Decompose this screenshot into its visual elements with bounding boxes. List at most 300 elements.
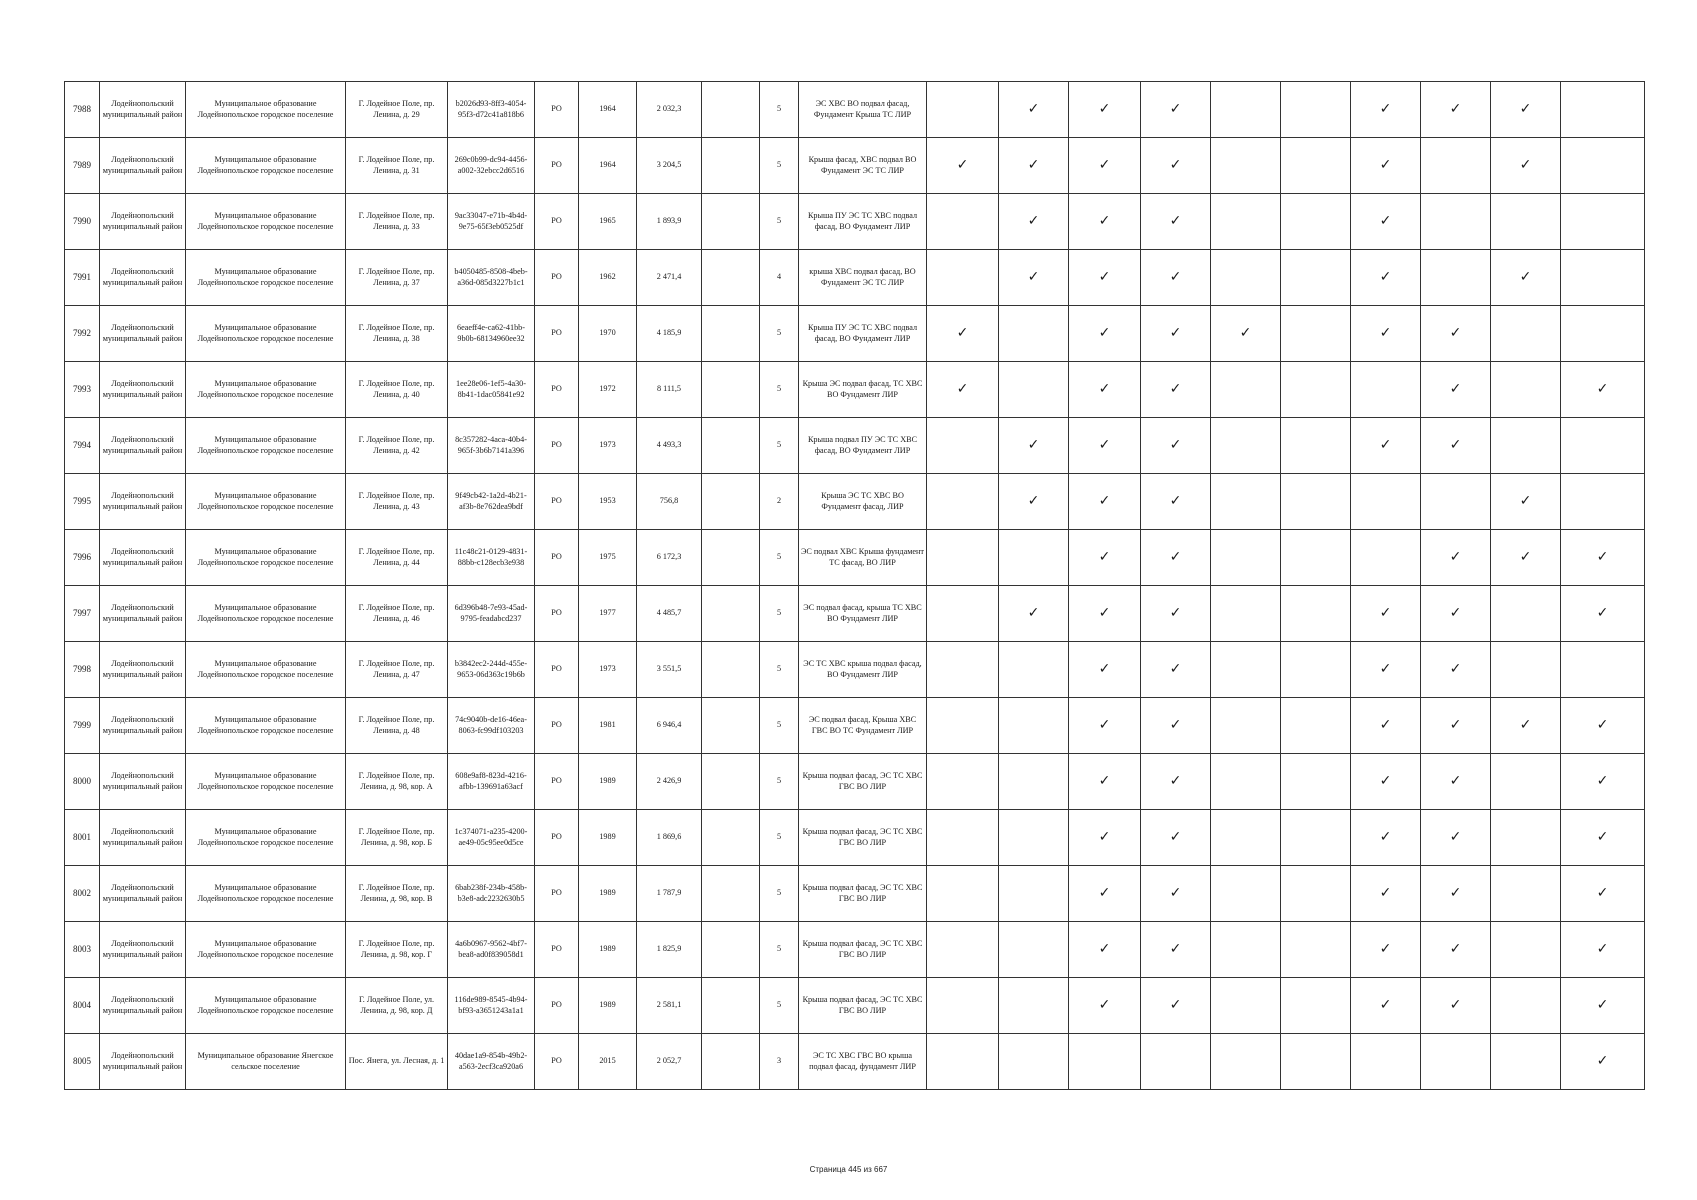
table-row (65, 194, 1645, 250)
work-mark-cell (1141, 1034, 1211, 1090)
work-mark-cell (999, 642, 1069, 698)
check-icon: ✓ (1169, 101, 1182, 118)
work-mark-cell (1069, 866, 1141, 922)
check-icon: ✓ (1519, 493, 1532, 510)
guid-cell: 4a6b0967-9562-4bf7-bea8-ad0f839058d1 (448, 922, 535, 978)
work-mark-cell (1281, 82, 1351, 138)
check-icon: ✓ (1449, 941, 1462, 958)
work-mark-cell (1561, 138, 1645, 194)
check-icon: ✓ (1098, 269, 1111, 286)
municipality-cell: Муниципальное образование Лодейнопольское городское поселение (186, 138, 346, 194)
type-cell: РО (535, 586, 579, 642)
check-icon: ✓ (1169, 605, 1182, 622)
municipality-cell: Муниципальное образование Лодейнопольское городское поселение (186, 530, 346, 586)
area-cell: 6 946,4 (637, 698, 702, 754)
check-icon: ✓ (1169, 717, 1182, 734)
empty-cell (702, 194, 760, 250)
works-cell: Крыша ПУ ЭС ТС ХВС подвал фасад, ВО Фундамент ЛИР (799, 306, 927, 362)
municipality-cell: Муниципальное образование Лодейнопольское городское поселение (186, 698, 346, 754)
row-number-cell: 7995 (65, 474, 100, 530)
area-cell: 1 893,9 (637, 194, 702, 250)
row-number-cell: 8000 (65, 754, 100, 810)
check-icon: ✓ (1449, 381, 1462, 398)
work-mark-cell (1069, 250, 1141, 306)
work-mark-cell (1491, 82, 1561, 138)
work-mark-cell (999, 810, 1069, 866)
table-row (65, 362, 1645, 418)
work-mark-cell (1141, 922, 1211, 978)
table-row (65, 250, 1645, 306)
type-cell: РО (535, 138, 579, 194)
municipality-cell: Муниципальное образование Лодейнопольское городское поселение (186, 754, 346, 810)
work-mark-cell (1069, 754, 1141, 810)
year-cell: 1970 (579, 306, 637, 362)
work-mark-cell (1141, 810, 1211, 866)
empty-cell (702, 642, 760, 698)
work-mark-cell (1561, 530, 1645, 586)
work-mark-cell (1351, 586, 1421, 642)
works-cell: ЭС ТС ХВС ГВС ВО крыша подвал фасад, фундамент ЛИР (799, 1034, 927, 1090)
area-cell: 1 869,6 (637, 810, 702, 866)
work-mark-cell (1491, 754, 1561, 810)
check-icon: ✓ (1169, 437, 1182, 454)
check-icon: ✓ (1449, 717, 1462, 734)
check-icon: ✓ (1169, 941, 1182, 958)
works-cell: ЭС ХВС ВО подвал фасад, Фундамент Крыша ТС ЛИР (799, 82, 927, 138)
check-icon: ✓ (1519, 549, 1532, 566)
work-mark-cell (927, 754, 999, 810)
work-mark-cell (1141, 474, 1211, 530)
check-icon: ✓ (1027, 213, 1040, 230)
empty-cell (702, 474, 760, 530)
district-cell: Лодейнопольский муниципальный район (100, 586, 186, 642)
check-icon: ✓ (1596, 605, 1609, 622)
check-icon: ✓ (1098, 605, 1111, 622)
work-mark-cell (1281, 642, 1351, 698)
works-cell: Крыша подвал фасад, ЭС ТС ХВС ГВС ВО ЛИР (799, 922, 927, 978)
area-cell: 2 471,4 (637, 250, 702, 306)
work-mark-cell (1211, 754, 1281, 810)
floors-cell: 5 (760, 82, 799, 138)
work-mark-cell (1069, 810, 1141, 866)
district-cell: Лодейнопольский муниципальный район (100, 306, 186, 362)
address-cell: Г. Лодейное Поле, пр. Ленина, д. 98, кор. Б (346, 810, 448, 866)
work-mark-cell (1351, 418, 1421, 474)
empty-cell (702, 978, 760, 1034)
municipality-cell: Муниципальное образование Лодейнопольское городское поселение (186, 810, 346, 866)
check-icon: ✓ (1098, 997, 1111, 1014)
work-mark-cell (1069, 922, 1141, 978)
check-icon: ✓ (1098, 213, 1111, 230)
type-cell: РО (535, 698, 579, 754)
work-mark-cell (1069, 474, 1141, 530)
work-mark-cell (1491, 866, 1561, 922)
municipality-cell: Муниципальное образование Лодейнопольское городское поселение (186, 978, 346, 1034)
check-icon: ✓ (1098, 549, 1111, 566)
work-mark-cell (1491, 474, 1561, 530)
municipality-cell: Муниципальное образование Лодейнопольское городское поселение (186, 586, 346, 642)
check-icon: ✓ (1379, 773, 1392, 790)
check-icon: ✓ (1169, 885, 1182, 902)
check-icon: ✓ (1098, 157, 1111, 174)
work-mark-cell (927, 250, 999, 306)
works-cell: Крыша ПУ ЭС ТС ХВС подвал фасад, ВО Фундамент ЛИР (799, 194, 927, 250)
work-mark-cell (999, 250, 1069, 306)
floors-cell: 5 (760, 138, 799, 194)
area-cell: 8 111,5 (637, 362, 702, 418)
works-cell: Крыша подвал фасад, ЭС ТС ХВС ГВС ВО ЛИР (799, 978, 927, 1034)
work-mark-cell (1069, 530, 1141, 586)
area-cell: 1 825,9 (637, 922, 702, 978)
work-mark-cell (999, 418, 1069, 474)
district-cell: Лодейнопольский муниципальный район (100, 866, 186, 922)
work-mark-cell (999, 1034, 1069, 1090)
check-icon: ✓ (1239, 325, 1252, 342)
type-cell: РО (535, 1034, 579, 1090)
works-cell: ЭС подвал ХВС Крыша фундамент ТС фасад, ВО ЛИР (799, 530, 927, 586)
guid-cell: 608e9af8-823d-4216-afbb-139691a63acf (448, 754, 535, 810)
work-mark-cell (1211, 530, 1281, 586)
year-cell: 1964 (579, 138, 637, 194)
check-icon: ✓ (1098, 493, 1111, 510)
empty-cell (702, 362, 760, 418)
check-icon: ✓ (956, 325, 969, 342)
address-cell: Г. Лодейное Поле, пр. Ленина, д. 29 (346, 82, 448, 138)
district-cell: Лодейнопольский муниципальный район (100, 698, 186, 754)
check-icon: ✓ (1596, 885, 1609, 902)
work-mark-cell (1281, 362, 1351, 418)
check-icon: ✓ (1379, 157, 1392, 174)
address-cell: Г. Лодейное Поле, пр. Ленина, д. 48 (346, 698, 448, 754)
check-icon: ✓ (1169, 549, 1182, 566)
work-mark-cell (1211, 306, 1281, 362)
work-mark-cell (1141, 82, 1211, 138)
work-mark-cell (1491, 698, 1561, 754)
work-mark-cell (1421, 810, 1491, 866)
works-cell: Крыша ЭС подвал фасад, ТС ХВС ВО Фундамент ЛИР (799, 362, 927, 418)
work-mark-cell (1561, 418, 1645, 474)
empty-cell (702, 810, 760, 866)
work-mark-cell (999, 474, 1069, 530)
work-mark-cell (999, 138, 1069, 194)
check-icon: ✓ (1379, 213, 1392, 230)
year-cell: 1965 (579, 194, 637, 250)
work-mark-cell (1211, 82, 1281, 138)
year-cell: 1989 (579, 810, 637, 866)
work-mark-cell (1211, 978, 1281, 1034)
work-mark-cell (927, 82, 999, 138)
check-icon: ✓ (1596, 717, 1609, 734)
check-icon: ✓ (1596, 1053, 1609, 1070)
work-mark-cell (999, 306, 1069, 362)
row-number-cell: 7989 (65, 138, 100, 194)
work-mark-cell (1491, 586, 1561, 642)
district-cell: Лодейнопольский муниципальный район (100, 194, 186, 250)
work-mark-cell (1069, 642, 1141, 698)
work-mark-cell (1069, 586, 1141, 642)
check-icon: ✓ (1379, 437, 1392, 454)
address-cell: Пос. Янега, ул. Лесная, д. 1 (346, 1034, 448, 1090)
district-cell: Лодейнопольский муниципальный район (100, 474, 186, 530)
row-number-cell: 7999 (65, 698, 100, 754)
work-mark-cell (1069, 138, 1141, 194)
work-mark-cell (1421, 866, 1491, 922)
work-mark-cell (1141, 698, 1211, 754)
work-mark-cell (1561, 194, 1645, 250)
guid-cell: 269c0b99-dc94-4456-a002-32ebcc2d6516 (448, 138, 535, 194)
check-icon: ✓ (1596, 829, 1609, 846)
work-mark-cell (1561, 362, 1645, 418)
work-mark-cell (1351, 138, 1421, 194)
year-cell: 1989 (579, 978, 637, 1034)
work-mark-cell (1141, 754, 1211, 810)
row-number-cell: 8003 (65, 922, 100, 978)
floors-cell: 4 (760, 250, 799, 306)
floors-cell: 5 (760, 922, 799, 978)
work-mark-cell (1351, 530, 1421, 586)
check-icon: ✓ (1098, 661, 1111, 678)
floors-cell: 5 (760, 194, 799, 250)
work-mark-cell (1351, 306, 1421, 362)
work-mark-cell (1281, 306, 1351, 362)
work-mark-cell (999, 586, 1069, 642)
check-icon: ✓ (1449, 437, 1462, 454)
municipality-cell: Муниципальное образование Лодейнопольское городское поселение (186, 474, 346, 530)
work-mark-cell (1281, 250, 1351, 306)
work-mark-cell (1281, 1034, 1351, 1090)
work-mark-cell (1421, 138, 1491, 194)
check-icon: ✓ (1027, 493, 1040, 510)
work-mark-cell (1281, 754, 1351, 810)
work-mark-cell (1141, 306, 1211, 362)
work-mark-cell (999, 82, 1069, 138)
works-cell: Крыша фасад, ХВС подвал ВО Фундамент ЭС ТС ЛИР (799, 138, 927, 194)
work-mark-cell (1491, 642, 1561, 698)
type-cell: РО (535, 866, 579, 922)
check-icon: ✓ (1379, 605, 1392, 622)
check-icon: ✓ (1169, 661, 1182, 678)
work-mark-cell (1491, 922, 1561, 978)
area-cell: 3 204,5 (637, 138, 702, 194)
check-icon: ✓ (1449, 549, 1462, 566)
floors-cell: 5 (760, 698, 799, 754)
work-mark-cell (1141, 586, 1211, 642)
row-number-cell: 7988 (65, 82, 100, 138)
check-icon: ✓ (1169, 829, 1182, 846)
empty-cell (702, 82, 760, 138)
year-cell: 1962 (579, 250, 637, 306)
type-cell: РО (535, 194, 579, 250)
check-icon: ✓ (1098, 941, 1111, 958)
municipality-cell: Муниципальное образование Лодейнопольское городское поселение (186, 194, 346, 250)
check-icon: ✓ (1169, 213, 1182, 230)
buildings-table (64, 81, 1645, 1090)
work-mark-cell (1491, 418, 1561, 474)
year-cell: 2015 (579, 1034, 637, 1090)
municipality-cell: Муниципальное образование Лодейнопольское городское поселение (186, 306, 346, 362)
work-mark-cell (1561, 82, 1645, 138)
work-mark-cell (1421, 642, 1491, 698)
type-cell: РО (535, 82, 579, 138)
check-icon: ✓ (1098, 101, 1111, 118)
area-cell: 1 787,9 (637, 866, 702, 922)
check-icon: ✓ (1379, 885, 1392, 902)
work-mark-cell (1351, 1034, 1421, 1090)
works-cell: крыша ХВС подвал фасад, ВО Фундамент ЭС ТС ЛИР (799, 250, 927, 306)
row-number-cell: 7994 (65, 418, 100, 474)
address-cell: Г. Лодейное Поле, пр. Ленина, д. 37 (346, 250, 448, 306)
check-icon: ✓ (1449, 605, 1462, 622)
table-row (65, 306, 1645, 362)
empty-cell (702, 754, 760, 810)
work-mark-cell (1421, 82, 1491, 138)
check-icon: ✓ (1379, 269, 1392, 286)
year-cell: 1975 (579, 530, 637, 586)
check-icon: ✓ (1169, 269, 1182, 286)
district-cell: Лодейнопольский муниципальный район (100, 978, 186, 1034)
work-mark-cell (1421, 250, 1491, 306)
check-icon: ✓ (1596, 997, 1609, 1014)
check-icon: ✓ (1379, 661, 1392, 678)
check-icon: ✓ (1379, 325, 1392, 342)
page-number: Страница 445 из 667 (809, 1165, 888, 1174)
check-icon: ✓ (1379, 101, 1392, 118)
year-cell: 1989 (579, 866, 637, 922)
check-icon: ✓ (1098, 381, 1111, 398)
row-number-cell: 7997 (65, 586, 100, 642)
floors-cell: 5 (760, 362, 799, 418)
work-mark-cell (927, 138, 999, 194)
work-mark-cell (1141, 978, 1211, 1034)
type-cell: РО (535, 306, 579, 362)
empty-cell (702, 866, 760, 922)
work-mark-cell (1351, 250, 1421, 306)
floors-cell: 5 (760, 306, 799, 362)
type-cell: РО (535, 362, 579, 418)
check-icon: ✓ (1027, 269, 1040, 286)
work-mark-cell (1211, 474, 1281, 530)
check-icon: ✓ (1027, 157, 1040, 174)
work-mark-cell (1069, 194, 1141, 250)
empty-cell (702, 306, 760, 362)
check-icon: ✓ (1596, 549, 1609, 566)
row-number-cell: 7992 (65, 306, 100, 362)
work-mark-cell (1421, 1034, 1491, 1090)
table-row (65, 642, 1645, 698)
type-cell: РО (535, 418, 579, 474)
work-mark-cell (1141, 194, 1211, 250)
work-mark-cell (927, 474, 999, 530)
table-row (65, 474, 1645, 530)
work-mark-cell (1141, 642, 1211, 698)
area-cell: 2 052,7 (637, 1034, 702, 1090)
work-mark-cell (1141, 138, 1211, 194)
guid-cell: 1ee28e06-1ef5-4a30-8b41-1dac05841e92 (448, 362, 535, 418)
empty-cell (702, 418, 760, 474)
type-cell: РО (535, 642, 579, 698)
address-cell: Г. Лодейное Поле, пр. Ленина, д. 38 (346, 306, 448, 362)
municipality-cell: Муниципальное образование Лодейнопольское городское поселение (186, 866, 346, 922)
work-mark-cell (1421, 586, 1491, 642)
guid-cell: 11c48c21-0129-4831-88bb-c128ecb3e938 (448, 530, 535, 586)
work-mark-cell (1351, 754, 1421, 810)
table-row (65, 754, 1645, 810)
floors-cell: 5 (760, 866, 799, 922)
work-mark-cell (927, 922, 999, 978)
municipality-cell: Муниципальное образование Янегское сельское поселение (186, 1034, 346, 1090)
table-row (65, 978, 1645, 1034)
municipality-cell: Муниципальное образование Лодейнопольское городское поселение (186, 922, 346, 978)
check-icon: ✓ (1449, 829, 1462, 846)
empty-cell (702, 922, 760, 978)
works-cell: ЭС ТС ХВС крыша подвал фасад, ВО Фундамент ЛИР (799, 642, 927, 698)
check-icon: ✓ (1169, 325, 1182, 342)
floors-cell: 5 (760, 810, 799, 866)
check-icon: ✓ (956, 381, 969, 398)
area-cell: 2 032,3 (637, 82, 702, 138)
district-cell: Лодейнопольский муниципальный район (100, 418, 186, 474)
row-number-cell: 8002 (65, 866, 100, 922)
work-mark-cell (1069, 82, 1141, 138)
work-mark-cell (1351, 922, 1421, 978)
work-mark-cell (1281, 474, 1351, 530)
row-number-cell: 8004 (65, 978, 100, 1034)
work-mark-cell (1421, 978, 1491, 1034)
table-row (65, 530, 1645, 586)
floors-cell: 5 (760, 978, 799, 1034)
check-icon: ✓ (1169, 493, 1182, 510)
work-mark-cell (1351, 866, 1421, 922)
work-mark-cell (1281, 978, 1351, 1034)
check-icon: ✓ (1449, 773, 1462, 790)
floors-cell: 3 (760, 1034, 799, 1090)
work-mark-cell (1421, 306, 1491, 362)
work-mark-cell (1561, 474, 1645, 530)
work-mark-cell (1491, 250, 1561, 306)
guid-cell: 6eaeff4e-ca62-41bb-9b0b-68134960ee32 (448, 306, 535, 362)
municipality-cell: Муниципальное образование Лодейнопольское городское поселение (186, 642, 346, 698)
work-mark-cell (1421, 698, 1491, 754)
check-icon: ✓ (1098, 829, 1111, 846)
work-mark-cell (1561, 922, 1645, 978)
work-mark-cell (1141, 250, 1211, 306)
table-row (65, 586, 1645, 642)
work-mark-cell (927, 642, 999, 698)
work-mark-cell (1211, 194, 1281, 250)
work-mark-cell (1421, 922, 1491, 978)
address-cell: Г. Лодейное Поле, пр. Ленина, д. 98, кор. Г (346, 922, 448, 978)
municipality-cell: Муниципальное образование Лодейнопольское городское поселение (186, 250, 346, 306)
work-mark-cell (1491, 306, 1561, 362)
work-mark-cell (1351, 362, 1421, 418)
area-cell: 3 551,5 (637, 642, 702, 698)
year-cell: 1973 (579, 418, 637, 474)
check-icon: ✓ (1027, 605, 1040, 622)
work-mark-cell (1491, 362, 1561, 418)
work-mark-cell (999, 362, 1069, 418)
work-mark-cell (1491, 810, 1561, 866)
check-icon: ✓ (1596, 773, 1609, 790)
works-cell: Крыша подвал фасад, ЭС ТС ХВС ГВС ВО ЛИР (799, 810, 927, 866)
work-mark-cell (1421, 362, 1491, 418)
type-cell: РО (535, 922, 579, 978)
work-mark-cell (1211, 922, 1281, 978)
work-mark-cell (1141, 418, 1211, 474)
area-cell: 4 493,3 (637, 418, 702, 474)
floors-cell: 2 (760, 474, 799, 530)
guid-cell: 6bab238f-234b-458b-b3e8-adc2232630b5 (448, 866, 535, 922)
type-cell: РО (535, 978, 579, 1034)
